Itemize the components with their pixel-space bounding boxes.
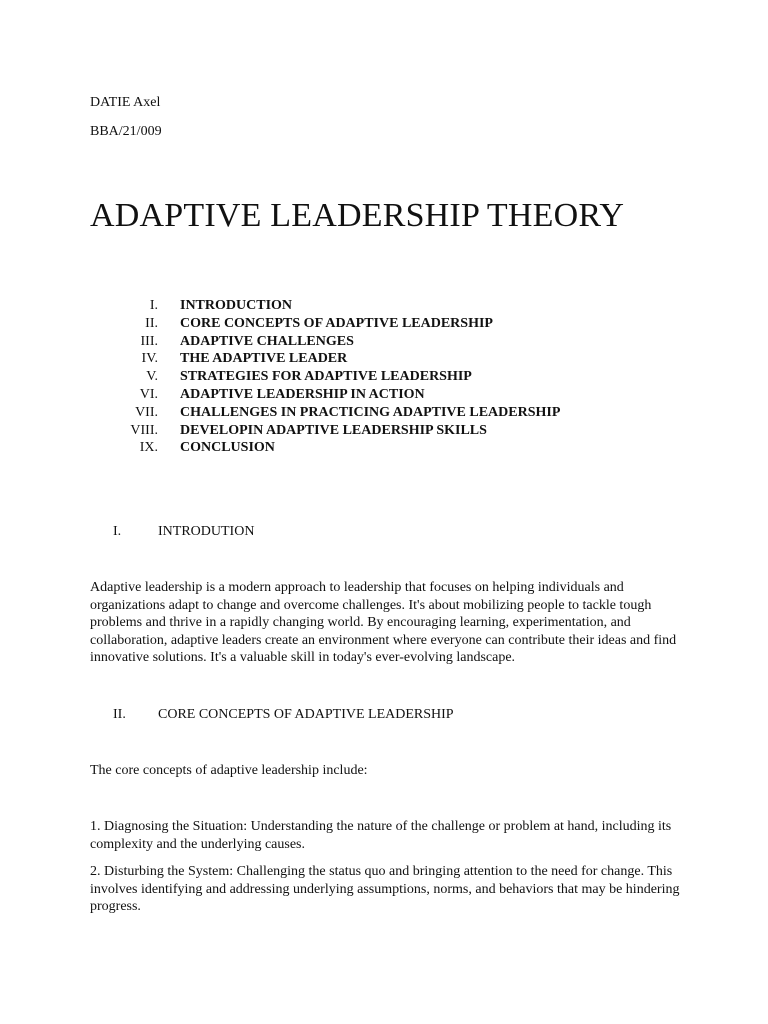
toc-number: V. [146,369,158,385]
toc-number: I. [149,298,158,313]
toc-label: DEVELOPIN ADAPTIVE LEADERSHIP SKILLS [180,422,487,438]
toc-label: CHALLENGES IN PRACTICING ADAPTIVE LEADERSHIP [180,404,561,420]
list-item: 1. Diagnosing the Situation: Understanding the nature of the challenge or problem at hand, including its complexity and the underlying causes. [90,819,672,852]
toc-label: ADAPTIVE LEADERSHIP IN ACTION [180,386,425,402]
author-id: BBA/21/009 [90,124,162,139]
toc-item [90,404,690,422]
toc-item [90,439,690,457]
toc-item [90,315,690,333]
toc-number: IX. [139,440,158,456]
section-paragraph: Adaptive leadership is a modern approach to leadership that focuses on helping individuals and organizations adapt to change and overcome challenges. It's about mobilizing people to tackle tough problems and thrive in a rapidly changing world. By encouraging learning, experimentation, and collaboration, adaptive leaders create an environment where everyone can contribute their ideas and find innovative solutions. It's a valuable skill in today's ever-evolving landscape. [90,580,677,666]
toc-number: III. [140,333,158,349]
toc-number: VI. [139,386,158,402]
author-name: DATIE Axel [90,95,161,110]
toc-label: INTRODUCTION [180,298,293,313]
toc-label: ADAPTIVE CHALLENGES [180,333,354,349]
toc-label: CONCLUSION [180,440,275,456]
section-heading: INTRODUTION [158,524,255,539]
toc-item [90,333,690,351]
toc-number: II. [145,315,158,331]
toc-item [90,297,690,315]
toc-item [90,386,690,404]
toc-label: THE ADAPTIVE LEADER [180,351,348,367]
toc-item [90,422,690,440]
section-number: II. [113,707,126,722]
toc-label: CORE CONCEPTS OF ADAPTIVE LEADERSHIP [180,315,493,331]
toc-number: VII. [135,404,158,420]
toc-number: VIII. [130,422,158,438]
table-of-contents [90,297,690,457]
section-intro: The core concepts of adaptive leadership include: [90,763,368,778]
toc-item [90,350,690,368]
toc-label: STRATEGIES FOR ADAPTIVE LEADERSHIP [180,369,472,385]
document-title: ADAPTIVE LEADERSHIP THEORY [90,197,625,234]
toc-number: IV. [141,351,158,367]
section-heading: CORE CONCEPTS OF ADAPTIVE LEADERSHIP [158,707,454,722]
list-item: 2. Disturbing the System: Challenging the status quo and bringing attention to the need for change. This involves identifying and addressing underlying assumptions, norms, and behaviors that may be hindering progress. [90,864,680,915]
toc-item [90,368,690,386]
section-number: I. [113,524,122,539]
